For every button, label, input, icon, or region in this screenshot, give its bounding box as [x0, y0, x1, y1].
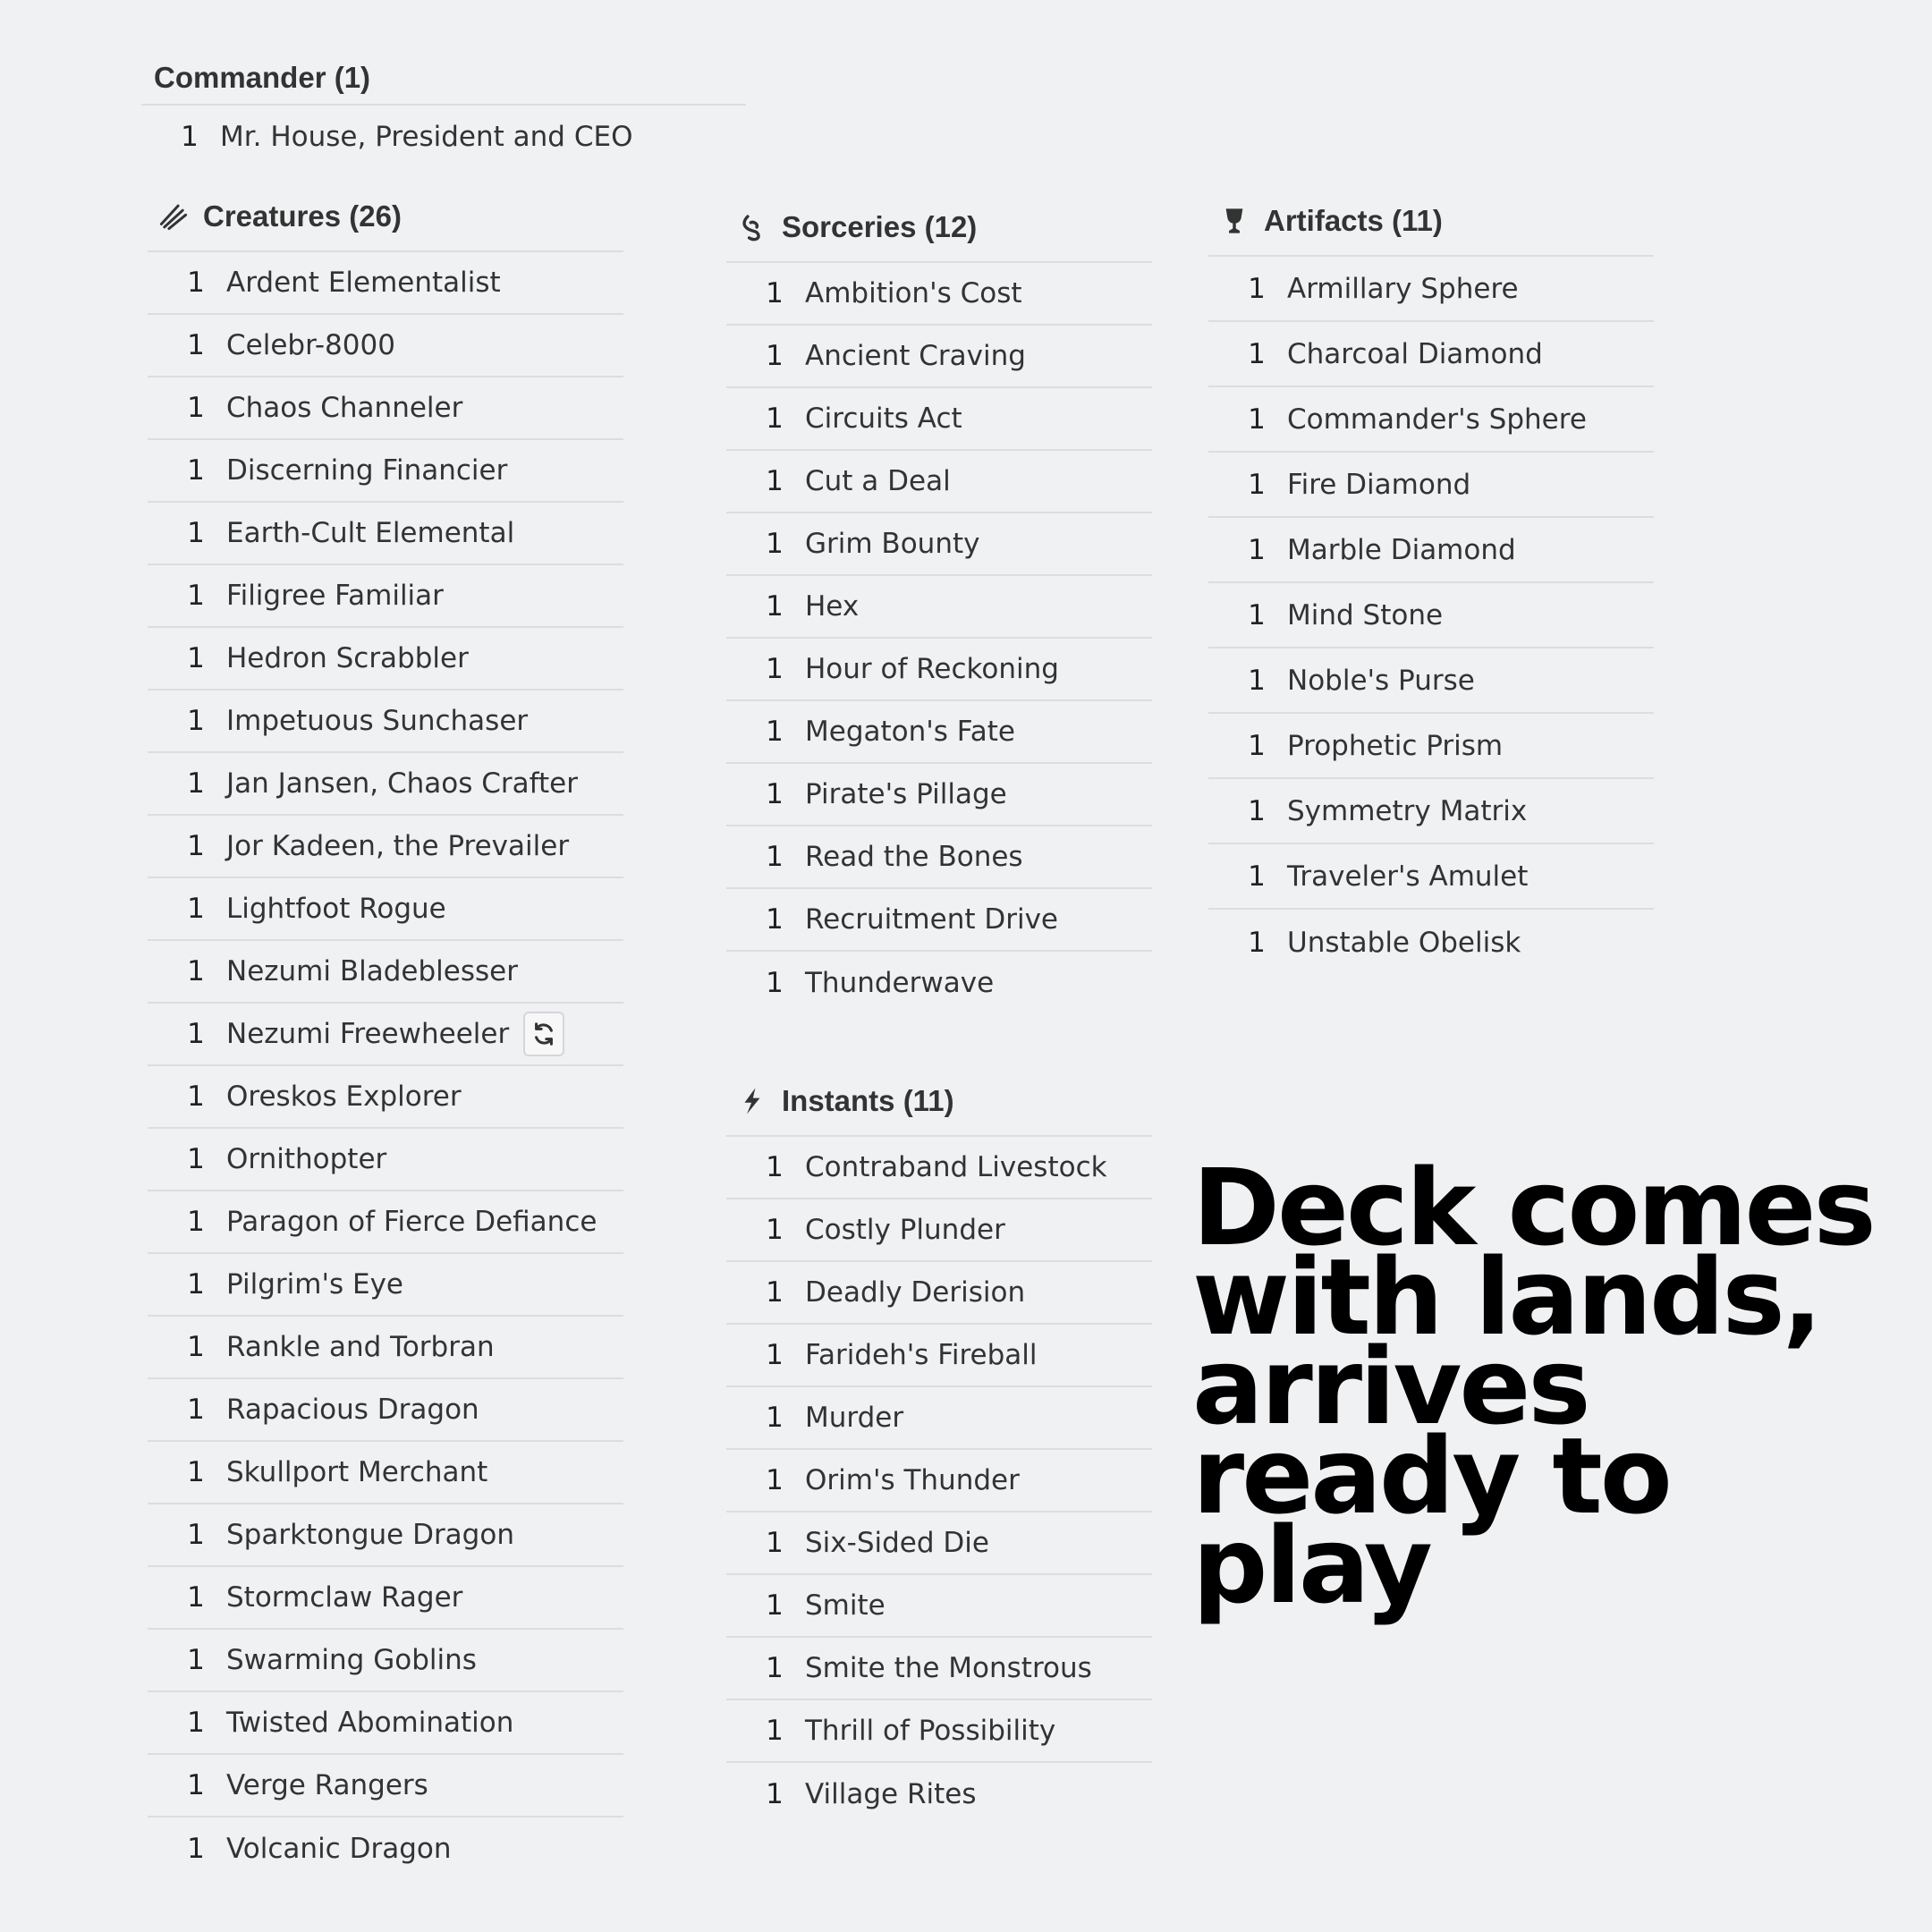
card-name[interactable]: Twisted Abomination	[226, 1707, 514, 1739]
card-row[interactable]	[148, 628, 623, 691]
card-name[interactable]: Thrill of Possibility	[805, 1715, 1056, 1747]
card-name[interactable]: Swarming Goblins	[226, 1644, 477, 1676]
commander-list	[141, 106, 746, 168]
card-row[interactable]	[148, 1630, 623, 1692]
card-quantity: 1	[187, 1080, 205, 1113]
card-name[interactable]: Ornithopter	[226, 1143, 387, 1175]
card-row[interactable]	[726, 1199, 1152, 1262]
card-name[interactable]: Jan Jansen, Chaos Crafter	[226, 767, 578, 800]
card-row[interactable]	[726, 1262, 1152, 1325]
card-row[interactable]	[726, 1638, 1152, 1700]
card-name[interactable]: Unstable Obelisk	[1287, 926, 1521, 959]
card-quantity: 1	[187, 1143, 205, 1175]
card-quantity: 1	[187, 705, 205, 737]
card-row[interactable]	[726, 1450, 1152, 1513]
card-row[interactable]	[726, 326, 1152, 388]
card-quantity: 1	[766, 1151, 784, 1183]
commander-header	[141, 52, 746, 104]
card-quantity: 1	[766, 1589, 784, 1622]
card-row[interactable]	[1208, 714, 1654, 779]
card-row[interactable]	[726, 764, 1152, 826]
card-row[interactable]	[148, 1818, 623, 1880]
instants-header	[726, 1080, 1152, 1123]
card-row[interactable]	[148, 1317, 623, 1379]
card-name[interactable]: Ambition's Cost	[805, 277, 1022, 309]
card-name[interactable]: Celebr-8000	[226, 329, 395, 361]
card-row[interactable]	[148, 252, 623, 315]
card-name[interactable]: Read the Bones	[805, 841, 1023, 873]
card-row[interactable]	[148, 1755, 623, 1818]
artifacts-header	[1208, 199, 1654, 242]
card-name[interactable]: Volcanic Dragon	[226, 1833, 452, 1865]
card-row[interactable]	[148, 1254, 623, 1317]
card-name[interactable]: Impetuous Sunchaser	[226, 705, 529, 737]
card-row[interactable]	[726, 701, 1152, 764]
card-name[interactable]: Marble Diamond	[1287, 533, 1516, 566]
sorceries-section	[726, 206, 1152, 1014]
card-row[interactable]	[148, 315, 623, 377]
card-row[interactable]	[148, 503, 623, 565]
card-row[interactable]	[726, 263, 1152, 326]
card-name[interactable]: Farideh's Fireball	[805, 1339, 1038, 1371]
card-row[interactable]	[726, 1387, 1152, 1450]
card-row[interactable]	[148, 1567, 623, 1630]
card-name[interactable]: Cut a Deal	[805, 465, 951, 497]
card-name[interactable]: Pilgrim's Eye	[226, 1268, 404, 1301]
card-quantity: 1	[766, 1778, 784, 1810]
instants-title: Instants (11)	[782, 1084, 954, 1117]
card-quantity: 1	[766, 1464, 784, 1496]
card-row[interactable]	[148, 440, 623, 503]
lightning-bolt-icon	[735, 1084, 769, 1118]
card-quantity: 1	[766, 528, 784, 560]
card-quantity: 1	[181, 121, 199, 153]
card-row[interactable]	[148, 1442, 623, 1504]
card-row[interactable]	[148, 878, 623, 941]
card-quantity: 1	[766, 1402, 784, 1434]
card-name[interactable]: Mr. House, President and CEO	[220, 121, 633, 153]
card-quantity: 1	[766, 1339, 784, 1371]
card-row[interactable]	[1208, 779, 1654, 844]
creatures-header	[148, 195, 623, 238]
card-row[interactable]	[726, 1325, 1152, 1387]
card-row[interactable]	[148, 565, 623, 628]
card-name[interactable]: Megaton's Fate	[805, 716, 1015, 748]
card-name[interactable]: Discerning Financier	[226, 454, 508, 487]
sorceries-header	[726, 206, 1152, 249]
card-row[interactable]	[148, 1379, 623, 1442]
card-quantity: 1	[187, 1769, 205, 1801]
card-row[interactable]	[148, 1191, 623, 1254]
card-row[interactable]	[726, 576, 1152, 639]
card-name[interactable]: Verge Rangers	[226, 1769, 428, 1801]
card-quantity: 1	[1248, 337, 1266, 370]
card-name[interactable]: Nezumi Bladeblesser	[226, 955, 518, 987]
card-quantity: 1	[187, 1018, 205, 1050]
artifacts-list	[1208, 257, 1654, 975]
card-quantity: 1	[187, 1581, 205, 1614]
card-quantity: 1	[766, 1652, 784, 1684]
card-row[interactable]	[148, 816, 623, 878]
card-name[interactable]: Contraband Livestock	[805, 1151, 1107, 1183]
card-row[interactable]	[1208, 910, 1654, 975]
card-name[interactable]: Skullport Merchant	[226, 1456, 488, 1488]
flame-swirl-icon	[735, 210, 769, 244]
card-quantity: 1	[766, 716, 784, 748]
card-quantity: 1	[1248, 598, 1266, 631]
card-row[interactable]	[148, 1066, 623, 1129]
instants-section	[726, 1080, 1152, 1826]
card-name[interactable]: Costly Plunder	[805, 1214, 1005, 1246]
card-row[interactable]	[1208, 583, 1654, 648]
card-quantity: 1	[766, 465, 784, 497]
card-name[interactable]: Symmetry Matrix	[1287, 794, 1528, 827]
card-quantity: 1	[1248, 729, 1266, 762]
card-quantity: 1	[187, 1206, 205, 1238]
card-quantity: 1	[1248, 402, 1266, 436]
card-quantity: 1	[187, 580, 205, 612]
commander-section	[141, 52, 746, 168]
card-name[interactable]: Smite	[805, 1589, 886, 1622]
card-row[interactable]	[148, 691, 623, 753]
card-name[interactable]: Circuits Act	[805, 402, 962, 435]
card-quantity: 1	[766, 1715, 784, 1747]
claw-marks-icon	[157, 199, 191, 233]
card-quantity: 1	[187, 329, 205, 361]
card-row[interactable]	[726, 451, 1152, 513]
card-quantity: 1	[187, 1268, 205, 1301]
card-name[interactable]: Pirate's Pillage	[805, 778, 1007, 810]
card-name[interactable]: Sparktongue Dragon	[226, 1519, 514, 1551]
card-quantity: 1	[1248, 272, 1266, 305]
sorceries-title: Sorceries (12)	[782, 210, 978, 243]
card-quantity: 1	[766, 402, 784, 435]
card-row[interactable]	[726, 388, 1152, 451]
card-name[interactable]: Ancient Craving	[805, 340, 1026, 372]
card-quantity: 1	[1248, 664, 1266, 697]
card-row[interactable]	[148, 1004, 623, 1066]
card-quantity: 1	[187, 517, 205, 549]
card-quantity: 1	[766, 653, 784, 685]
card-quantity: 1	[187, 1644, 205, 1676]
card-row[interactable]	[726, 952, 1152, 1014]
card-quantity: 1	[187, 392, 205, 424]
card-name[interactable]: Noble's Purse	[1287, 664, 1475, 697]
card-quantity: 1	[1248, 468, 1266, 501]
card-name[interactable]: Chaos Channeler	[226, 392, 463, 424]
artifacts-title: Artifacts (11)	[1264, 204, 1443, 237]
card-name[interactable]: Ardent Elementalist	[226, 267, 501, 299]
card-name[interactable]: Charcoal Diamond	[1287, 337, 1543, 370]
card-quantity: 1	[187, 893, 205, 925]
card-quantity: 1	[1248, 860, 1266, 893]
card-quantity: 1	[187, 1519, 205, 1551]
card-name[interactable]: Earth-Cult Elemental	[226, 517, 515, 549]
card-row[interactable]	[148, 377, 623, 440]
card-quantity: 1	[766, 778, 784, 810]
creatures-section	[148, 195, 623, 1880]
creatures-list	[148, 252, 623, 1880]
card-quantity: 1	[766, 1214, 784, 1246]
card-quantity: 1	[187, 1707, 205, 1739]
card-row[interactable]	[148, 1692, 623, 1755]
card-name[interactable]: Grim Bounty	[805, 528, 980, 560]
card-row[interactable]	[726, 639, 1152, 701]
card-name[interactable]: Stormclaw Rager	[226, 1581, 463, 1614]
card-row[interactable]	[148, 753, 623, 816]
card-row[interactable]	[726, 513, 1152, 576]
card-quantity: 1	[187, 830, 205, 862]
card-name[interactable]: Lightfoot Rogue	[226, 893, 446, 925]
card-row[interactable]	[141, 106, 746, 168]
card-quantity: 1	[766, 841, 784, 873]
card-name[interactable]: Armillary Sphere	[1287, 272, 1519, 305]
card-name[interactable]: Commander's Sphere	[1287, 402, 1587, 436]
card-row[interactable]	[1208, 387, 1654, 453]
card-name[interactable]: Filigree Familiar	[226, 580, 444, 612]
card-row[interactable]	[1208, 453, 1654, 518]
card-quantity: 1	[1248, 926, 1266, 959]
card-quantity: 1	[187, 454, 205, 487]
card-quantity: 1	[187, 1456, 205, 1488]
card-quantity: 1	[766, 1276, 784, 1309]
card-quantity: 1	[1248, 533, 1266, 566]
card-quantity: 1	[766, 1527, 784, 1559]
card-name[interactable]: Orim's Thunder	[805, 1464, 1020, 1496]
card-quantity: 1	[187, 955, 205, 987]
card-quantity: 1	[187, 1833, 205, 1865]
chalice-icon	[1217, 204, 1251, 238]
promo-text: Deck comes with lands, arrives ready to play	[1192, 1146, 1874, 1627]
card-row[interactable]	[1208, 844, 1654, 910]
card-name[interactable]: Hex	[805, 590, 860, 623]
card-quantity: 1	[187, 267, 205, 299]
card-quantity: 1	[766, 967, 784, 999]
card-name[interactable]: Village Rites	[805, 1778, 977, 1810]
card-name[interactable]: Deadly Derision	[805, 1276, 1026, 1309]
card-name[interactable]: Thunderwave	[805, 967, 995, 999]
commander-title: Commander (1)	[154, 61, 371, 94]
card-row[interactable]	[148, 941, 623, 1004]
card-quantity: 1	[187, 1331, 205, 1363]
card-name[interactable]: Oreskos Explorer	[226, 1080, 462, 1113]
card-row[interactable]	[1208, 518, 1654, 583]
card-row[interactable]	[726, 1575, 1152, 1638]
card-quantity: 1	[1248, 794, 1266, 827]
card-name[interactable]: Traveler's Amulet	[1287, 860, 1529, 893]
card-name[interactable]: Hedron Scrabbler	[226, 642, 469, 674]
card-name[interactable]: Rapacious Dragon	[226, 1394, 479, 1426]
instants-list	[726, 1137, 1152, 1826]
card-row[interactable]	[1208, 648, 1654, 714]
card-row[interactable]	[1208, 257, 1654, 322]
sorceries-list	[726, 263, 1152, 1014]
card-name[interactable]: Murder	[805, 1402, 904, 1434]
card-row[interactable]	[726, 889, 1152, 952]
card-row[interactable]	[148, 1129, 623, 1191]
card-quantity: 1	[766, 277, 784, 309]
refresh-icon[interactable]	[523, 1012, 564, 1056]
creatures-title: Creatures (26)	[203, 199, 402, 233]
card-name[interactable]: Smite the Monstrous	[805, 1652, 1092, 1684]
card-quantity: 1	[766, 340, 784, 372]
card-name[interactable]: Nezumi Freewheeler	[226, 1018, 510, 1050]
card-name[interactable]: Jor Kadeen, the Prevailer	[226, 830, 570, 862]
artifacts-section	[1208, 199, 1654, 975]
card-quantity: 1	[766, 590, 784, 623]
card-name[interactable]: Rankle and Torbran	[226, 1331, 495, 1363]
card-row[interactable]	[726, 826, 1152, 889]
card-row[interactable]	[726, 1513, 1152, 1575]
card-name[interactable]: Recruitment Drive	[805, 903, 1058, 936]
card-row[interactable]	[726, 1137, 1152, 1199]
card-quantity: 1	[187, 642, 205, 674]
card-name[interactable]: Paragon of Fierce Defiance	[226, 1206, 597, 1238]
card-name[interactable]: Six-Sided Die	[805, 1527, 989, 1559]
card-quantity: 1	[766, 903, 784, 936]
card-row[interactable]	[1208, 322, 1654, 387]
card-name[interactable]: Fire Diamond	[1287, 468, 1471, 501]
card-name[interactable]: Hour of Reckoning	[805, 653, 1059, 685]
card-row[interactable]	[726, 1763, 1152, 1826]
card-quantity: 1	[187, 767, 205, 800]
card-quantity: 1	[187, 1394, 205, 1426]
card-name[interactable]: Prophetic Prism	[1287, 729, 1504, 762]
card-row[interactable]	[148, 1504, 623, 1567]
card-name[interactable]: Mind Stone	[1287, 598, 1444, 631]
card-row[interactable]	[726, 1700, 1152, 1763]
